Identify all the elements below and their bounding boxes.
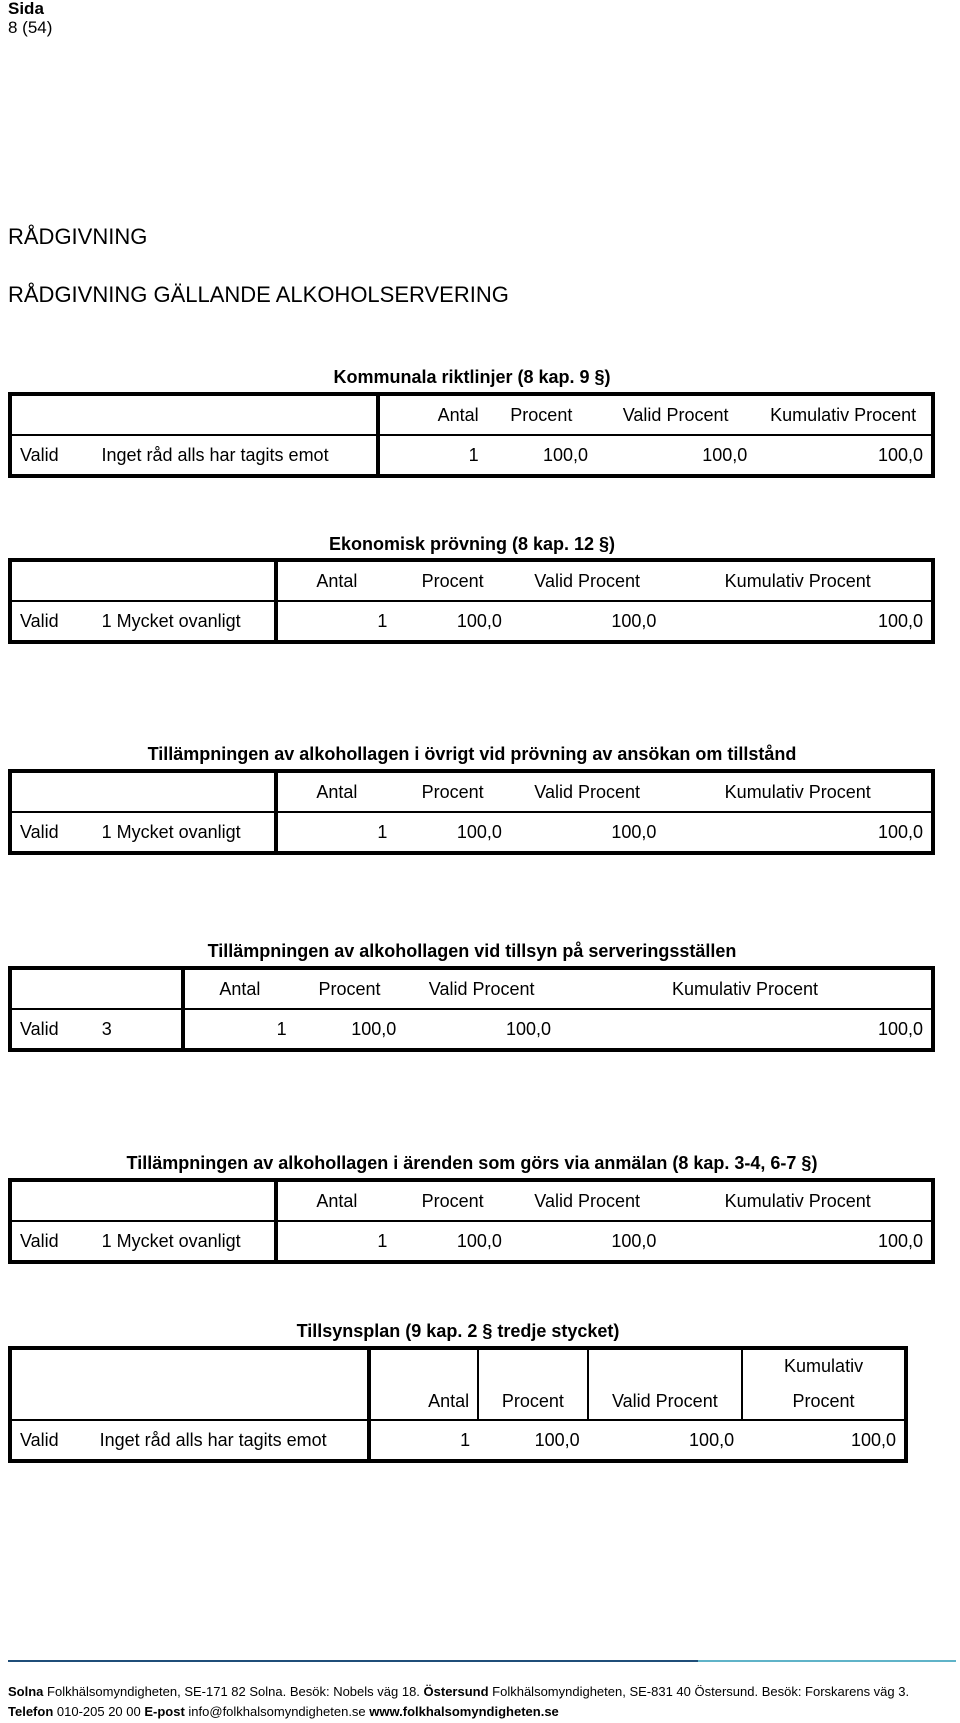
page-number: 8 (54) [8, 18, 53, 37]
footer-divider-accent [698, 1660, 956, 1662]
cell-antal: 1 [377, 821, 388, 842]
col-kumulativ-procent: Kumulativ Procent [664, 1180, 933, 1221]
table-row [10, 1221, 933, 1262]
cell-kumulativ: 100,0 [559, 1009, 933, 1050]
col-valid-procent: Valid Procent [534, 1190, 641, 1211]
frequency-table [8, 392, 935, 478]
footer-address-line [8, 1683, 909, 1700]
table-row [10, 812, 933, 853]
section-heading: RÅDGIVNING [8, 224, 148, 249]
table-row [10, 1009, 933, 1050]
page-header [8, 0, 52, 38]
col-valid-procent: Valid Procent [588, 1383, 742, 1420]
row-category: 1 Mycket ovanligt [94, 812, 277, 853]
col-procent: Procent [318, 978, 381, 999]
footer-phone-label: Telefon [8, 1704, 54, 1719]
row-category: 1 Mycket ovanligt [94, 1221, 277, 1262]
col-antal: Antal [428, 1390, 470, 1411]
table-caption: Tillämpningen av alkohollagen vid tillsyn på serveringsställen [207, 941, 737, 961]
table-header-row [10, 1180, 933, 1221]
table-header-row [10, 1348, 906, 1383]
cell-procent: 100,0 [542, 444, 588, 465]
col-procent: Procent [421, 570, 484, 591]
cell-kumulativ: 100,0 [664, 601, 933, 642]
table-caption: Tillämpningen av alkohollagen i ärenden som görs via anmälan (8 kap. 3-4, 6-7 §) [126, 1153, 818, 1173]
table-caption: Tillämpningen av alkohollagen i övrigt vid prövning av ansökan om tillstånd [147, 744, 797, 764]
frequency-table [8, 1346, 908, 1463]
col-procent: Procent [421, 1190, 484, 1211]
cell-kumulativ: 100,0 [755, 435, 933, 476]
table-caption: Kommunala riktlinjer (8 kap. 9 §) [333, 367, 611, 387]
col-antal: Antal [316, 1190, 358, 1211]
cell-antal: 1 [377, 1230, 388, 1251]
cell-antal: 1 [460, 1429, 471, 1450]
footer-email[interactable]: info@folkhalsomyndigheten.se [184, 1704, 370, 1719]
col-kumulativ-line1: Kumulativ [742, 1348, 906, 1383]
cell-procent: 100,0 [456, 610, 502, 631]
cell-antal: 1 [468, 444, 479, 465]
table-header-row [10, 1383, 906, 1420]
row-label: Valid [10, 812, 94, 853]
table-caption: Tillsynsplan (9 kap. 2 § tredje stycket) [296, 1321, 620, 1341]
cell-procent: 100,0 [351, 1018, 397, 1039]
cell-valid-procent: 100,0 [611, 610, 657, 631]
footer-phone: 010-205 20 00 [53, 1704, 145, 1719]
footer-address-solna: Folkhälsomyndigheten, SE-171 82 Solna. Besök: Nobels väg 18. [43, 1684, 424, 1699]
cell-kumulativ: 100,0 [664, 1221, 933, 1262]
footer-city-solna: Solna [8, 1684, 44, 1699]
col-valid-procent: Valid Procent [534, 781, 641, 802]
col-antal: Antal [219, 978, 261, 999]
col-kumulativ-line2: Procent [742, 1383, 906, 1420]
table-caption: Ekonomisk prövning (8 kap. 12 §) [328, 534, 616, 554]
cell-valid-procent: 100,0 [611, 821, 657, 842]
table-header-row [10, 771, 933, 812]
cell-procent: 100,0 [534, 1429, 580, 1450]
cell-kumulativ: 100,0 [664, 812, 933, 853]
cell-procent: 100,0 [456, 821, 502, 842]
table-row [10, 601, 933, 642]
col-kumulativ-procent: Kumulativ Procent [755, 394, 933, 435]
row-category: 3 [94, 1009, 183, 1050]
row-category: Inget råd alls har tagits emot [92, 1420, 369, 1461]
col-procent: Procent [510, 404, 573, 425]
row-category: 1 Mycket ovanligt [94, 601, 277, 642]
cell-valid-procent: 100,0 [505, 1018, 551, 1039]
col-kumulativ-procent: Kumulativ Procent [559, 968, 933, 1009]
row-label: Valid [10, 601, 94, 642]
footer-website-link[interactable]: www.folkhalsomyndigheten.se [369, 1704, 559, 1719]
footer-city-ostersund: Östersund [423, 1684, 489, 1699]
col-kumulativ-procent: Kumulativ Procent [664, 560, 933, 601]
col-procent: Procent [478, 1383, 587, 1420]
page-label: Sida [8, 0, 44, 18]
table-header-row [10, 560, 933, 601]
col-valid-procent: Valid Procent [534, 570, 641, 591]
col-procent: Procent [421, 781, 484, 802]
footer-contact-line [8, 1703, 559, 1720]
table-row [10, 1420, 906, 1461]
table-header-row [10, 394, 933, 435]
cell-valid-procent: 100,0 [689, 1429, 735, 1450]
row-label: Valid [10, 435, 93, 476]
cell-antal: 1 [377, 610, 388, 631]
table-header-row [10, 968, 933, 1009]
frequency-table [8, 966, 935, 1052]
footer-divider [8, 1660, 698, 1662]
col-valid-procent: Valid Procent [622, 404, 729, 425]
cell-kumulativ: 100,0 [742, 1420, 906, 1461]
frequency-table [8, 558, 935, 644]
col-valid-procent: Valid Procent [428, 978, 535, 999]
col-antal: Antal [437, 404, 479, 425]
row-label: Valid [10, 1009, 94, 1050]
cell-antal: 1 [276, 1018, 287, 1039]
row-label: Valid [10, 1420, 92, 1461]
table-row [10, 435, 933, 476]
footer-address-ostersund: Folkhälsomyndigheten, SE-831 40 Östersund. Besök: Forskarens väg 3. [488, 1684, 910, 1699]
cell-valid-procent: 100,0 [702, 444, 748, 465]
row-label: Valid [10, 1221, 94, 1262]
subsection-heading: RÅDGIVNING GÄLLANDE ALKOHOLSERVERING [8, 282, 509, 307]
col-antal: Antal [316, 781, 358, 802]
row-category: Inget råd alls har tagits emot [93, 435, 377, 476]
frequency-table [8, 769, 935, 855]
footer-email-label: E-post [144, 1704, 185, 1719]
frequency-table [8, 1178, 935, 1264]
cell-valid-procent: 100,0 [611, 1230, 657, 1251]
col-antal: Antal [316, 570, 358, 591]
col-kumulativ-procent: Kumulativ Procent [664, 771, 933, 812]
cell-procent: 100,0 [456, 1230, 502, 1251]
